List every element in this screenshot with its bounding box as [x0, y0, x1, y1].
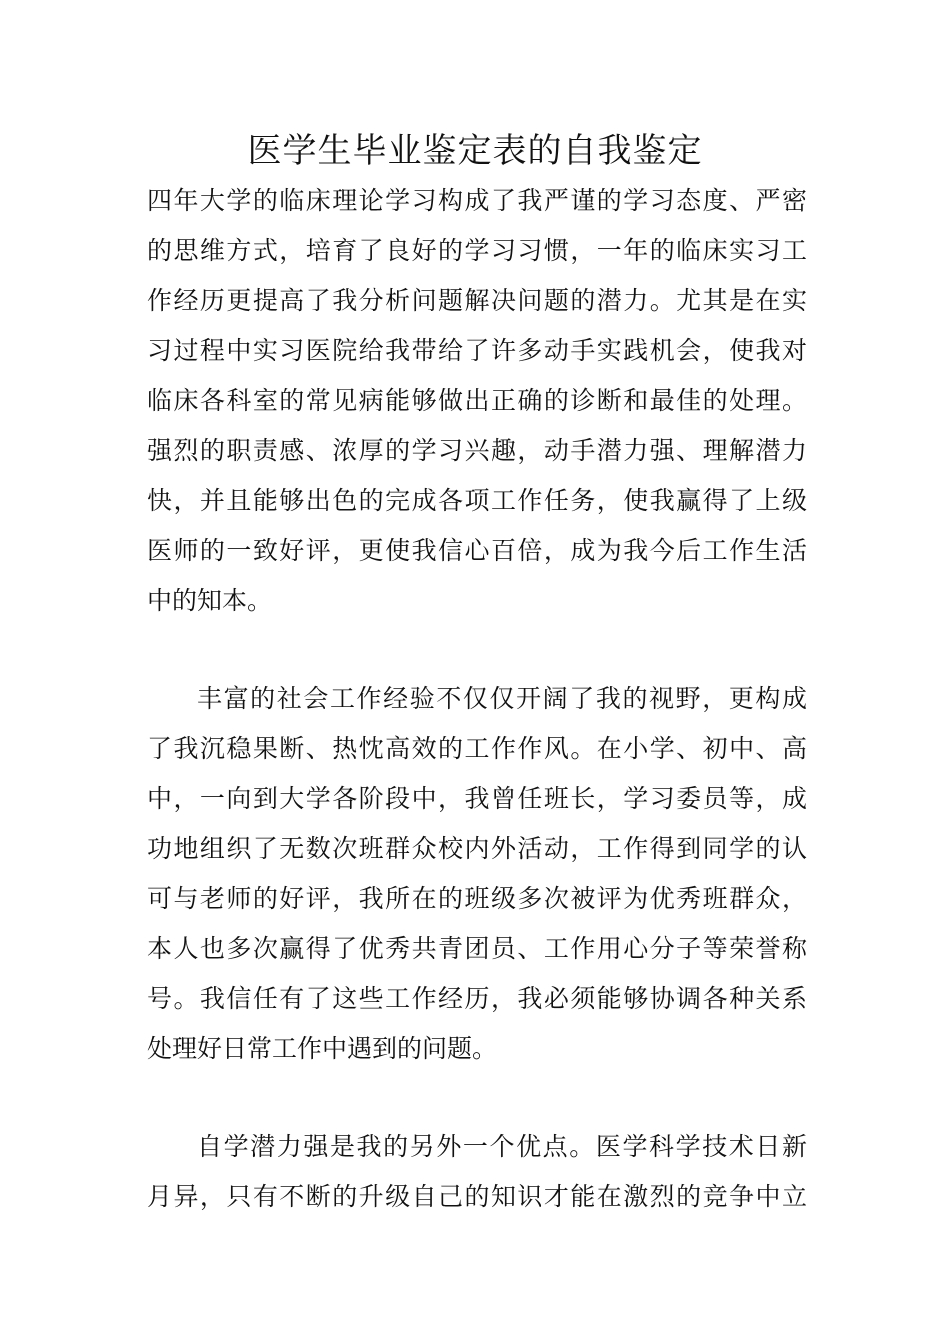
paragraph-line: 丰富的社会工作经验不仅仅开阔了我的视野，更构成	[197, 684, 807, 713]
paragraph-line: 月异，只有不断的升级自己的知识才能在激烈的竞争中立	[147, 1182, 807, 1211]
paragraph-line: 快，并且能够出色的完成各项工作任务，使我赢得了上级	[147, 486, 807, 515]
paragraph-line: 功地组织了无数次班群众校内外活动，工作得到同学的认	[147, 834, 807, 863]
paragraph-line: 四年大学的临床理论学习构成了我严谨的学习态度、严密	[147, 186, 807, 215]
paragraph-line: 自学潜力强是我的另外一个优点。医学科学技术日新	[197, 1132, 807, 1161]
paragraph-line: 医师的一致好评，更使我信心百倍，成为我今后工作生活	[147, 536, 807, 565]
paragraph-line: 中的知本。	[147, 586, 273, 615]
paragraph-line: 作经历更提高了我分析问题解决问题的潜力。尤其是在实	[147, 286, 807, 315]
paragraph-2	[147, 674, 807, 1074]
paragraph-line: 号。我信任有了这些工作经历，我必须能够协调各种关系	[147, 984, 807, 1013]
paragraph-1	[147, 176, 807, 626]
paragraph-line: 的思维方式，培育了良好的学习习惯，一年的临床实习工	[147, 236, 807, 265]
paragraph-line: 强烈的职责感、浓厚的学习兴趣，动手潜力强、理解潜力	[147, 436, 807, 465]
paragraph-line: 处理好日常工作中遇到的问题。	[147, 1034, 498, 1063]
paragraph-line: 本人也多次赢得了优秀共青团员、工作用心分子等荣誉称	[147, 934, 807, 963]
paragraph-line: 临床各科室的常见病能够做出正确的诊断和最佳的处理。	[147, 386, 807, 415]
paragraph-line: 了我沉稳果断、热忱高效的工作作风。在小学、初中、高	[147, 734, 807, 763]
paragraph-line: 可与老师的好评，我所在的班级多次被评为优秀班群众，	[147, 884, 807, 913]
paragraph-line: 习过程中实习医院给我带给了许多动手实践机会，使我对	[147, 336, 807, 365]
paragraph-line: 中，一向到大学各阶段中，我曾任班长，学习委员等，成	[147, 784, 807, 813]
document-title: 医学生毕业鉴定表的自我鉴定	[247, 131, 703, 171]
paragraph-3	[147, 1122, 807, 1222]
